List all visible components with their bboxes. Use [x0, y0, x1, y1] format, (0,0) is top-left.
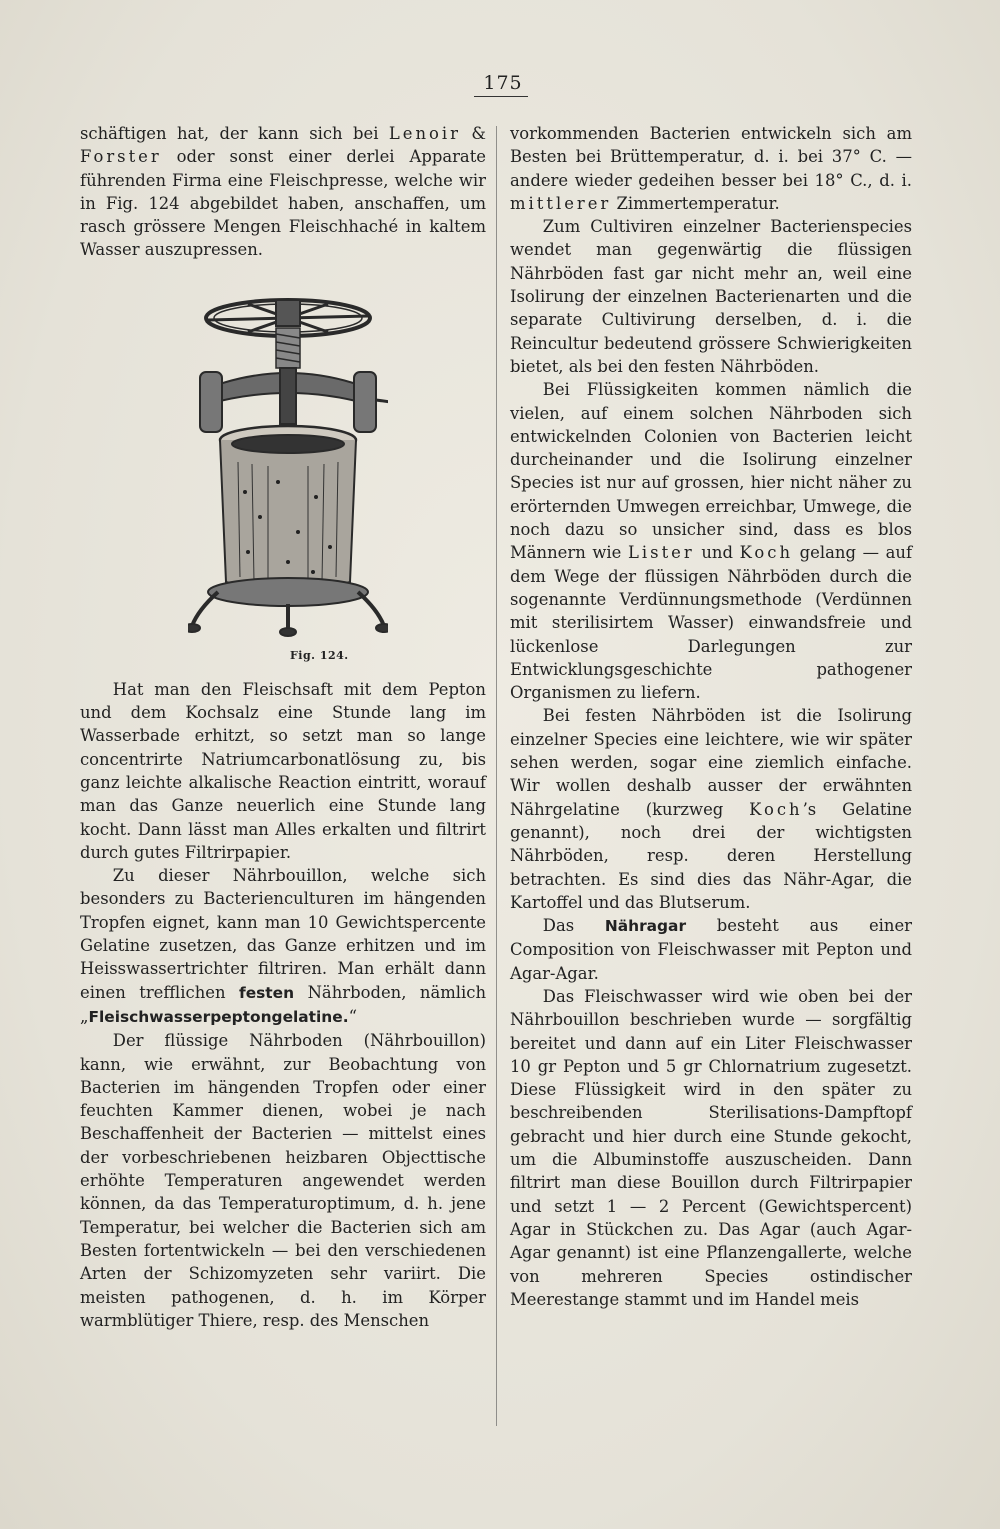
- left-column: [80, 122, 486, 1332]
- text-run: “: [348, 1006, 357, 1026]
- right-paragraph-3: [510, 378, 912, 704]
- text-run: Das: [542, 916, 605, 936]
- page-number-rule: [474, 96, 528, 97]
- figure-caption: Fig. 124.: [290, 648, 349, 662]
- column-divider: [496, 126, 497, 1426]
- right-paragraph-4: [510, 704, 912, 914]
- text-run: ’s Gelatine genannt), noch drei der wichtigsten Nährböden, resp. deren Herstellung betrachten. Es sind dies das Nähr-Agar, die Kartoffel und das Blutserum.: [510, 799, 912, 912]
- left-paragraph-2: Hat man den Fleischsaft mit dem Pepton und dem Kochsalz eine Stunde lang im Wasserbade erhitzt, so setzt man so lange concentrirte Natriumcarbonatlösung zu, bis ganz leichte alkalische Reaction eintritt, worauf man das Ganze neuerlich eine Stunde lang kocht. Dann lässt man Alles erkalten und filtrirt durch gutes Filtrirpapier.: [80, 679, 486, 862]
- text-run: Zu dieser Nährbouillon, welche sich besonders zu Bacterienculturen im hängenden Tropfen eignet, kann man 10 Gewichtspercente Gelatine zusetzen, das Ganze erhitzen und im Heisswassertrichter filtriren. Man erhält dann einen trefflichen: [80, 866, 486, 1002]
- text-run: und: [694, 543, 740, 563]
- text-run: Bei festen Nährböden ist die Isolirung einzelner Species eine leichtere, wie wir später sehen werden, sogar eine ziemlich einfache. Wir wollen deshalb ausser der erwähnten Nährgelatine (kurzweg: [510, 706, 912, 819]
- left-paragraph-4: Der flüssige Nährboden (Nährbouillon) kann, wie erwähnt, zur Beobachtung von Bacterien im hängenden Tropfen oder einer feuchten Kammer dienen, wobei je nach Beschaffenheit der Bacterien — mittelst eines der vorbeschriebenen heizbaren Objecttische erhöhte Temperaturen angewendet werden können, da das Temperaturoptimum, d. h. jene Temperatur, bei welcher die Bacterien sich am Besten fortentwickeln — bei den verschiedenen Arten der Schizomyzeten sehr variirt. Die meisten pathogenen, d. h. im Körper warmblütiger Thiere, resp. des Menschen: [80, 1031, 486, 1330]
- right-paragraph-1: [510, 122, 912, 215]
- text-run: gelang — auf dem Wege der flüssigen Nährböden durch die sogenannte Verdünnungsmethode (Verdünnen mit sterilisirtem Wasser) einwandsfreie und lückenlose Darlegungen zur Entwicklungsgeschichte pathogener Organismen zu liefern.: [510, 543, 913, 703]
- page-number: 175: [483, 72, 523, 94]
- author-name-forster: Forster: [80, 147, 162, 167]
- figure-124: [80, 292, 486, 672]
- left-paragraph-3: [80, 864, 486, 1029]
- author-name-koch: Koch: [749, 799, 803, 819]
- right-paragraph-5: [510, 914, 912, 985]
- text-run: Zimmertemperatur.: [611, 193, 780, 213]
- term-festen: festen: [239, 983, 295, 1002]
- term-naehragar: Nähragar: [604, 917, 687, 936]
- text-run: &: [460, 124, 486, 143]
- text-run: Bei Flüssigkeiten kommen nämlich die vielen, auf einem solchen Nährboden sich entwickelnden Colonien von Bacterien leicht durcheinander und die Isolirung einzelner Species ist nur auf grossen, hier nicht näher zu erörternden Umwegen erreichbar, Umwege, die noch dazu so unsicher sind, dass es blos Männern wie: [510, 380, 912, 563]
- text-run: besteht aus einer Composition von Fleischwasser mit Pepton und Agar-Agar.: [510, 916, 912, 983]
- right-paragraph-2: Zum Cultiviren einzelner Bacterienspecies wendet man gegenwärtig die flüssigen Nährböden fast gar nicht mehr an, weil eine Isolirung der einzelnen Bacterienarten und die separate Cultivirung derselben, d. i. die Reincultur bedeutend grössere Schwierigkeiten bietet, als bei den festen Nährböden.: [510, 217, 912, 376]
- author-name-lister: Lister: [628, 543, 695, 563]
- author-name-lenoir: Lenoir: [388, 124, 461, 143]
- text-run: vorkommenden Bacterien entwickeln sich am Besten bei Brüttemperatur, d. i. bei 37° C. — andere wieder gedeihen besser bei 18° C., d. i.: [510, 124, 912, 190]
- left-paragraph-1: [80, 122, 486, 262]
- term-fleischwasserpeptongelatine: Fleischwasserpeptongelatine.: [88, 1007, 349, 1026]
- meat-press-illustration: [188, 292, 388, 637]
- author-name-koch: Koch: [739, 543, 794, 563]
- text-run: Nährboden, nämlich „: [80, 982, 486, 1026]
- right-column: [510, 122, 912, 1311]
- text-run: schäftigen hat, der kann sich bei: [80, 124, 389, 143]
- text-run: oder sonst einer derlei Apparate führenden Firma eine Fleischpresse, welche wir in Fig. 124 abgebildet haben, anschaffen, um rasch grössere Mengen Fleischhaché in kaltem Wasser auszupressen.: [80, 147, 486, 260]
- term-mittlerer: mittlerer: [510, 193, 612, 213]
- right-paragraph-6: Das Fleischwasser wird wie oben bei der Nährbouillon beschrieben wurde — sorgfältig bereitet und dann auf ein Liter Fleischwasser 10 gr Pepton und 5 gr Chlornatrium zugesetzt. Diese Flüssigkeit wird in den später zu beschreibenden Sterilisations-Dampftopf gebracht und hier durch eine Stunde gekocht, um die Albuminstoffe auszuscheiden. Dann filtrirt man diese Bouillon durch Filtrirpapier und setzt 1 — 2 Percent (Gewichtspercent) Agar in Stückchen zu. Das Agar (auch Agar-Agar genannt) ist eine Pflanzengallerte, welche von mehreren Species ostindischer Meerestange stammt und im Handel meis: [510, 986, 912, 1309]
